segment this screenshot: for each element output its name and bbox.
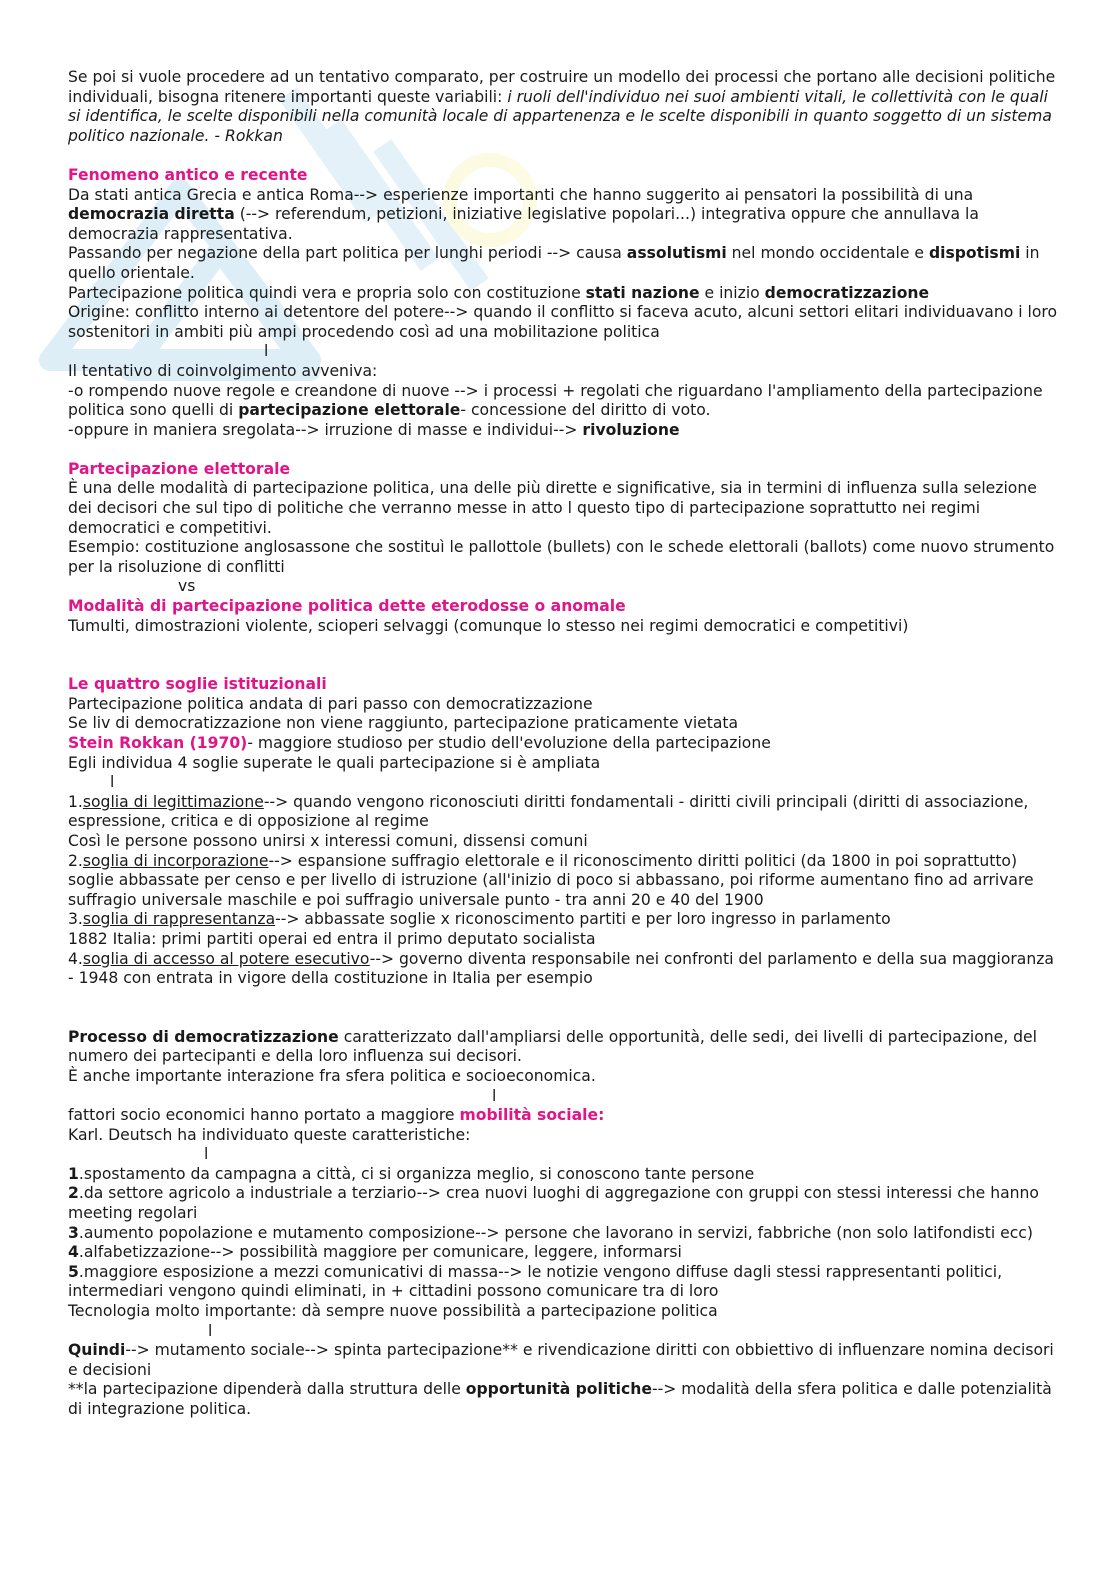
paragraph: Processo di democratizzazione caratterizzato dall'ampliarsi delle opportunità, delle sedi, dei livelli di partecipazione, del numero dei partecipanti e della loro influenza sui decisori. [68,1027,1037,1066]
paragraph: Esempio: costituzione anglosassone che sostituì le pallottole (bullets) con le schede elettorali (ballots) come nuovo strumento per la risoluzione di conflitti [68,538,1055,576]
paragraph: 1882 Italia: primi partiti operai ed entra il primo deputato socialista [68,929,596,948]
list-item: 5.maggiore esposizione a mezzi comunicativi di massa--> le notizie vengono diffuse dagli stessi rappresentanti politici, intermediari vengono quindi eliminati, in + cittadini possono comunicare tra di loro [68,1262,1003,1301]
list-item: 2.da settore agricolo a industriale a terziario--> crea nuovi luoghi di aggregazione con gruppi con stessi interessi che hanno meeting regolari [68,1184,1039,1223]
list-item: 3.aumento popolazione e mutamento composizione--> persone che lavorano in servizi, fabbriche (non solo latifondisti ecc) [68,1223,1033,1242]
paragraph: -o rompendo nuove regole e creandone di nuove --> i processi + regolati che riguardano l'ampliamento della partecipazione politica sono quelli di partecipazione elettorale- concessione del diritto di voto. [68,381,1043,420]
paragraph: Egli individua 4 soglie superate le quali partecipazione si è ampliata [68,753,601,772]
vs-marker: vs [178,577,196,596]
arrow-marker: l [492,1086,497,1105]
list-item: 2.soglia di incorporazione--> espansione suffragio elettorale e il riconoscimento diritti politici (da 1800 in poi soprattutto) soglie abbassate per censo e per livello di istruzione (all'inizio di poco si abbassano, poi riforme aumentano fino ad arrivare suffragio universale maschile e poi suffragio universale punto - tra anni 20 e 40 del 1900 [68,851,1034,909]
arrow-marker: l [264,342,269,361]
intro-paragraph [68,68,1058,146]
section-heading-soglie: Le quattro soglie istituzionali [68,675,327,694]
paragraph: Il tentativo di coinvolgimento avveniva: [68,361,378,380]
paragraph: Partecipazione politica quindi vera e propria solo con costituzione stati nazione e inizio democratizzazione [68,283,930,302]
arrow-marker: l [208,1321,213,1340]
paragraph: fattori socio economici hanno portato a maggiore mobilità sociale: [68,1106,605,1125]
paragraph: Tumulti, dimostrazioni violente, scioperi selvaggi (comunque lo stesso nei regimi democratici e competitivi) [68,616,909,635]
list-item: 4.soglia di accesso al potere esecutivo--> governo diventa responsabile nei confronti del parlamento e della sua maggioranza - 1948 con entrata in vigore della costituzione in Italia per esempio [68,949,1054,988]
intro-text: Se poi si vuole procedere ad un tentativo comparato, per costruire un modello dei processi che portano alle decisioni politiche individuali, bisogna ritenere importanti queste variabili: [68,68,1056,106]
paragraph: Tecnologia molto importante: dà sempre nuove possibilità a partecipazione politica [68,1302,718,1321]
paragraph: **la partecipazione dipenderà dalla struttura delle opportunità politiche--> modalità della sfera politica e dalle potenzialità di integrazione politica. [68,1380,1052,1418]
paragraph: Da stati antica Grecia e antica Roma--> esperienze importanti che hanno suggerito ai pensatori la possibilità di una democrazia diretta (--> referendum, petizioni, iniziative legislative popolari...) integrativa oppure che annullava la democrazia rappresentativa. [68,185,979,243]
paragraph: Passando per negazione della part politica per lunghi periodi --> causa assolutismi nel mondo occidentale e dispotismi in quello orientale. [68,244,1040,282]
paragraph: È una delle modalità di partecipazione politica, una delle più dirette e significative, sia in termini di influenza sulla selezione dei decisori che sul tipo di politiche che verranno messe in atto l questo tipo di partecipazione soprattutto nei regimi democratici e competitivi. [68,479,1037,537]
arrow-marker: l [110,773,115,792]
list-item: 3.soglia di rappresentanza--> abbassate soglie x riconoscimento partiti e per loro ingresso in parlamento [68,910,891,929]
list-item: 1.spostamento da campagna a città, ci si organizza meglio, si conoscono tante persone [68,1164,755,1183]
section-heading-eterodosse: Modalità di partecipazione politica dette eterodosse o anomale [68,597,626,616]
section-heading-fenomeno: Fenomeno antico e recente [68,165,308,184]
list-item: 1.soglia di legittimazione--> quando vengono riconosciuti diritti fondamentali - diritti civili principali (diritti di associazione, espressione, critica e di opposizione al regime [68,792,1029,831]
paragraph: Stein Rokkan (1970)- maggiore studioso per studio dell'evoluzione della partecipazione [68,734,771,752]
section-heading-partecipazione-elettorale: Partecipazione elettorale [68,459,291,478]
paragraph: -oppure in maniera sregolata--> irruzione di masse e individui--> rivoluzione [68,420,680,439]
list-item: 4.alfabetizzazione--> possibilità maggiore per comunicare, leggere, informarsi [68,1243,682,1262]
paragraph: Così le persone possono unirsi x interessi comuni, dissensi comuni [68,831,588,850]
paragraph: Quindi--> mutamento sociale--> spinta partecipazione** e rivendicazione diritti con obbiettivo di influenzare nomina decisori e decisioni [68,1341,1054,1379]
arrow-marker: l [204,1145,209,1164]
paragraph: Partecipazione politica andata di pari passo con democratizzazione [68,694,593,713]
intro-quote: i ruoli dell'individuo nei suoi ambienti vitali, le collettività con le quali si identifica, le scelte disponibili nella comunità locale di appartenenza e le scelte disponibili in quanto soggetto di un sistema politico nazionale. - Rokkan [68,87,1052,145]
paragraph: Origine: conflitto interno ai detentore del potere--> quando il conflitto si faceva acuto, alcuni settori elitari individuavano i loro sostenitori in ambiti più ampi procedendo così ad una mobilitazione politica [68,303,1057,341]
paragraph: Karl. Deutsch ha individuato queste caratteristiche: [68,1125,471,1144]
paragraph: È anche importante interazione fra sfera politica e socioeconomica. [68,1066,596,1085]
paragraph: Se liv di democratizzazione non viene raggiunto, partecipazione praticamente vietata [68,714,739,733]
document-page [68,68,1058,1420]
